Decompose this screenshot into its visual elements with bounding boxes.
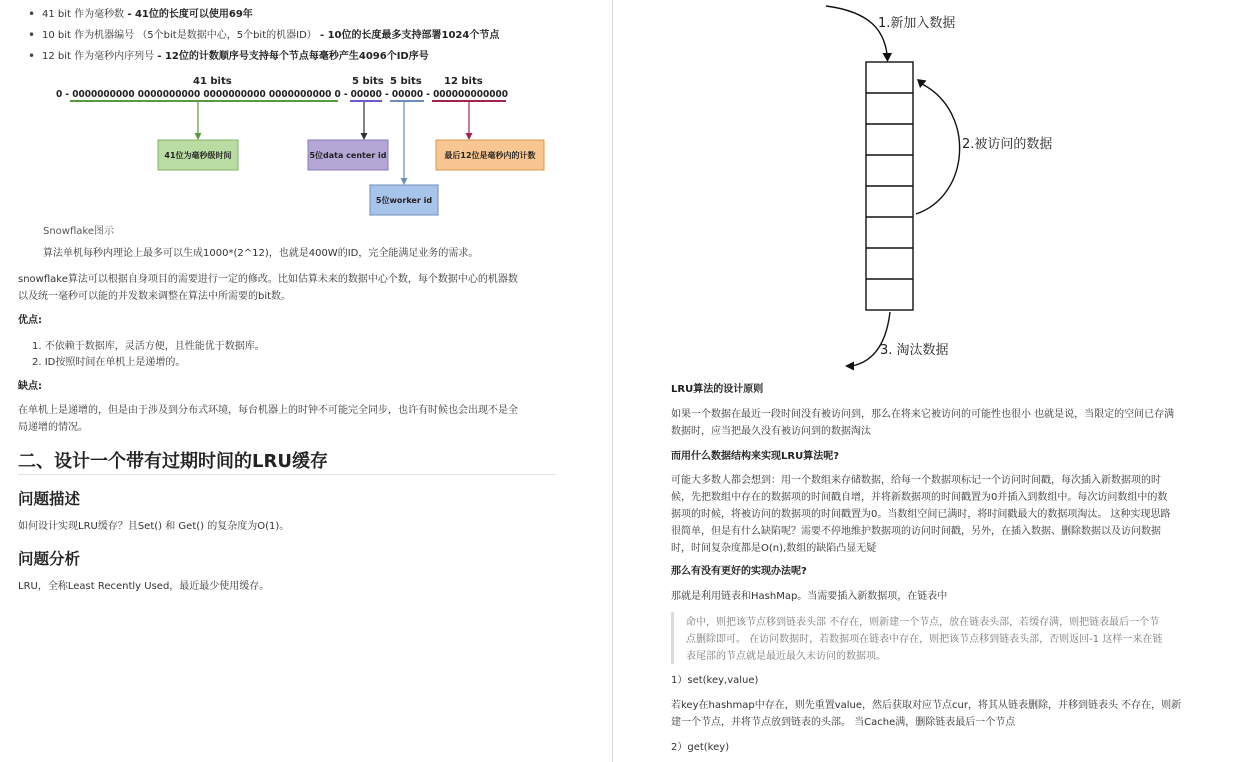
bits-label-5b: 5 bits — [390, 76, 422, 87]
box-12-bits-label: 最后12位是毫秒内的计数 — [444, 151, 536, 160]
question-title: 那么有没有更好的实现办法呢? — [671, 566, 807, 577]
paragraph-line: 可能大多数人都会想到：用一个数组来存储数据，给每一个数据项标记一个访问时间戳，每次插入新数据项的时 — [671, 475, 1161, 486]
description-text: 如何设计实现LRU缓存？且Set() 和 Get() 的复杂度为O(1)。 — [18, 521, 290, 532]
arrowhead-visit-data — [917, 79, 927, 88]
paragraph-line: 数据时，应当把最久没有被访问到的数据淘汰 — [671, 426, 871, 437]
left-page — [0, 0, 612, 762]
subheading-description: 问题描述 — [18, 490, 81, 508]
paragraph-line: 据项的时候，将被访问的数据项的时间戳置为0。当数组空间已满时，将时间戳最大的数据项淘汰。 这种实现思路 — [671, 509, 1171, 520]
bitstring: 0 - 0000000000 0000000000 0000000000 0000000000 0 - 00000 - 00000 - 000000000000 — [56, 89, 509, 100]
box-worker-label: 5位worker id — [375, 196, 433, 205]
principle-title: LRU算法的设计原则 — [671, 384, 764, 395]
paragraph-line: 候，先把数组中存在的数据项的时间戳自增，并将新数据项的时间戳置为0并插入到数组中。每次访问数组中的数 — [671, 492, 1168, 503]
right-page — [614, 0, 1235, 762]
heading-rule — [18, 474, 556, 475]
paragraph-line: 如果一个数据在最近一段时间没有被访问到，那么在将来它被访问的可能性也很小 也就是说，当限定的空间已存满 — [671, 409, 1175, 420]
paragraph-line: 以及统一毫秒可以能的并发数来调整在算法中所需要的bit数。 — [18, 291, 292, 302]
paragraph-line: 在单机上是递增的，但是由于涉及到分布式环境，每台机器上的时钟不可能完全同步，也许有时候也会出现不是全 — [18, 405, 518, 416]
analysis-text: LRU，全称Least Recently Used，最近最少使用缓存。 — [18, 581, 270, 592]
blockquote-line: 表尾部的节点就是最近最久未访问的数据项。 — [686, 651, 886, 662]
set-title: 1）set(key,value) — [671, 675, 759, 686]
caption-description: 算法单机每秒内理论上最多可以生成1000*(2^12)，也就是400W的ID，完全能满足业务的需求。 — [43, 248, 479, 259]
subheading-analysis: 问题分析 — [18, 550, 81, 568]
bits-label-41: 41 bits — [193, 76, 232, 87]
paragraph-line: 局递增的情况。 — [18, 422, 88, 433]
arrowhead-41 — [195, 133, 202, 140]
figure-caption: Snowflake图示 — [43, 226, 114, 237]
box-data-center-label: 5位data center id — [309, 151, 387, 160]
lru-diagram — [614, 0, 1235, 375]
paragraph-line: 建一个节点，并将节点放到链表的头部。 当Cache满，删除链表最后一个节点 — [671, 717, 1016, 728]
paragraph-line: 时，时间复杂度都是O(n),数组的缺陷凸显无疑 — [671, 543, 877, 554]
arrowhead-evict-data — [845, 362, 854, 371]
pros-item: 2. ID按照时间在单机上是递增的。 — [32, 357, 186, 368]
paragraph-line: 那就是利用链表和HashMap。当需要插入新数据项，在链表中 — [671, 591, 948, 602]
arrow-visit-data — [916, 84, 960, 214]
snowflake-diagram — [0, 62, 560, 222]
snowflake-bit-list — [28, 6, 499, 69]
blockquote-line: 命中，则把该节点移到链表头部 不存在，则新建一个节点，放在链表头部，若缓存满，则把链表最后一个节 — [686, 617, 1160, 628]
pros-item: 1. 不依赖于数据库，灵活方便，且性能优于数据库。 — [32, 341, 265, 352]
list-item: • 41 bit 作为毫秒数 - 41位的长度可以使用69年 — [28, 6, 499, 27]
get-title: 2）get(key) — [671, 742, 730, 753]
blockquote-bar — [671, 612, 674, 664]
section-heading: 二、设计一个带有过期时间的LRU缓存 — [18, 451, 328, 472]
arrowhead-5b — [401, 178, 408, 185]
label-evicted-data: 3. 淘汰数据 — [880, 343, 949, 358]
arrowhead-12 — [466, 133, 473, 140]
question-title: 而用什么数据结构来实现LRU算法呢? — [671, 451, 839, 462]
box-41-bits-label: 41位为毫秒级时间 — [164, 151, 232, 160]
bits-label-5a: 5 bits — [352, 76, 384, 87]
list-item: • 12 bit 作为毫秒内序列号 - 12位的计数顺序号支持每个节点每毫秒产生4096个ID序号 — [28, 48, 499, 69]
paragraph-line: snowflake算法可以根据自身项目的需要进行一定的修改。比如估算未来的数据中心个数，每个数据中心的机器数 — [18, 274, 518, 285]
paragraph-line: 若key在hashmap中存在，则先重置value，然后获取对应节点cur，将其从链表删除，并移到链表头 不存在，则新 — [671, 700, 1182, 711]
label-new-data: 1.新加入数据 — [878, 16, 956, 31]
list-item: • 10 bit 作为机器编号 （5个bit是数据中心，5个bit的机器ID） - 10位的长度最多支持部署1024个节点 — [28, 27, 499, 48]
blockquote-line: 点删除即可。 在访问数据时，若数据项在链表中存在，则把该节点移到链表头部，否则返回-1 这样一来在链 — [686, 634, 1163, 645]
page-divider — [612, 0, 613, 762]
bits-label-12: 12 bits — [444, 76, 483, 87]
label-visited-data: 2.被访问的数据 — [962, 137, 1053, 152]
cons-title: 缺点: — [18, 381, 42, 392]
paragraph-line: 很简单，但是有什么缺陷呢？需要不停地维护数据项的访问时间戳，另外，在插入数据、删除数据以及访问数据 — [671, 526, 1161, 537]
pros-title: 优点: — [18, 315, 42, 326]
arrowhead-5a — [361, 133, 368, 140]
arrowhead-new-data — [883, 53, 893, 62]
